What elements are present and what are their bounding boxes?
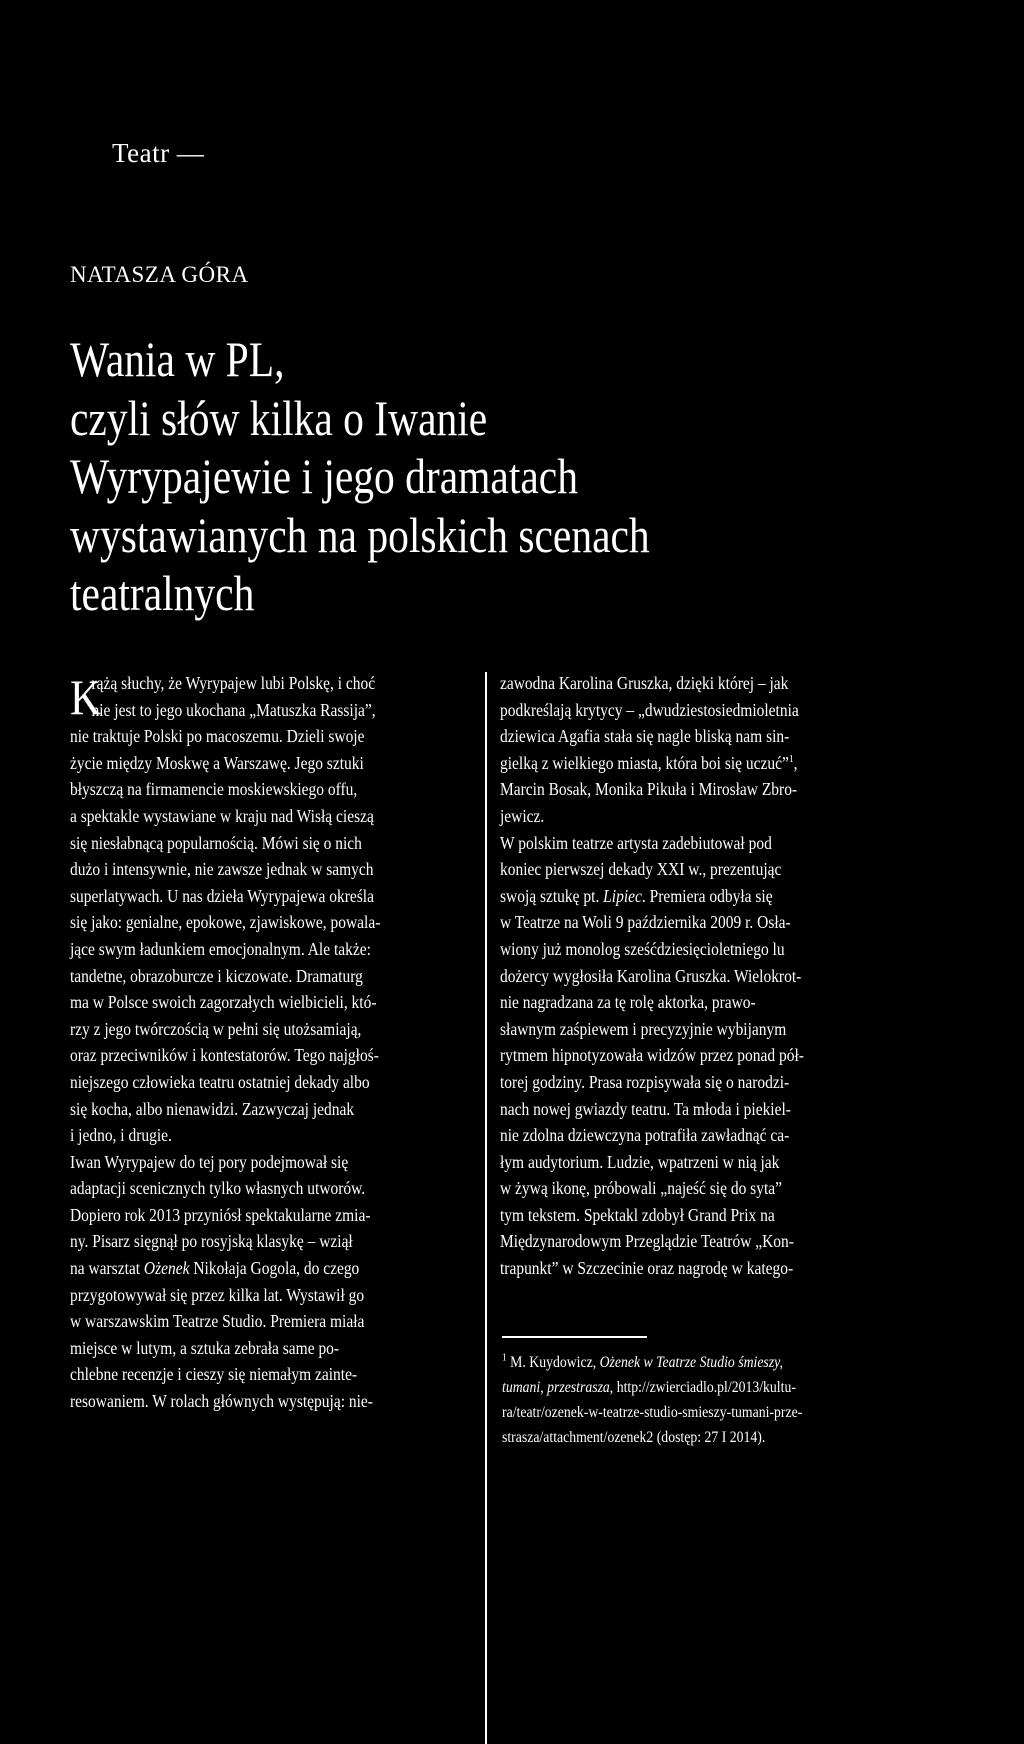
body-line (500, 750, 853, 777)
footnote-line (502, 1375, 855, 1400)
author-name: NATASZA GÓRA (70, 262, 249, 287)
footnote-reference[interactable]: 1 (788, 752, 794, 765)
body-line: w żywą ikonę, próbowali „najeść się do syta” (500, 1178, 782, 1199)
body-line: jące swym ładunkiem emocjonalnym. Ale także: (70, 938, 371, 959)
body-text: . Premiera odbyła się (641, 885, 773, 906)
body-line: koniec pierwszej dekady XXI w., prezentując (500, 859, 782, 880)
work-title: Ożenek (143, 1258, 190, 1279)
body-line: superlatywach. U nas dzieła Wyrypajewa określa (70, 885, 374, 906)
title-line: wystawianych na polskich scenach (70, 506, 650, 563)
title-line: Wyrypajewie i jego dramatach (70, 448, 578, 504)
body-line: trapunkt” w Szczecinie oraz nagrodę w katego- (500, 1258, 794, 1279)
body-line: ma w Polsce swoich zagorzałych wielbicieli, któ- (70, 992, 377, 1013)
body-line: przygotowywał się przez kilka lat. Wystawił go (70, 1284, 365, 1305)
body-line: nie traktuje Polski po macoszemu. Dzieli swoje (70, 726, 365, 747)
body-line: jewicz. (500, 805, 545, 826)
body-line: dużo i intensywnie, nie zawsze jednak w samych (70, 859, 374, 880)
body-line: zawodna Karolina Gruszka, dzięki której – jak (500, 673, 789, 693)
body-line: wiony już monolog sześćdziesięcioletniego lu (500, 938, 785, 959)
body-line: nie zdolna dziewczyna potrafiła zawładnąć ca- (500, 1125, 790, 1146)
footnote-url-line[interactable]: ra/teatr/ozenek-w-teatrze-studio-smieszy-tumani-prze- (502, 1404, 803, 1421)
footnote-url-line[interactable]: strasza/attachment/ozenek2 (dostęp: 27 I 2014). (502, 1429, 766, 1446)
body-line: adaptacji scenicznych tylko własnych utworów. (70, 1178, 366, 1199)
body-line: w Teatrze na Woli 9 października 2009 r. Osła- (500, 912, 791, 933)
body-line: chlebne recenzje i cieszy się niemałym zainte- (70, 1364, 358, 1385)
footnote-text: M. Kuydowicz, (506, 1354, 600, 1371)
body-line: błyszczą na firmamencie moskiewskiego offu, (70, 779, 358, 800)
column-divider (485, 672, 487, 1744)
title-line: czyli słów kilka o Iwanie (70, 389, 488, 446)
footnote-title: Ożenek w Teatrze Studio śmieszy, (599, 1354, 783, 1371)
body-text: gielką z wielkiego miasta, która boi się uczuć” (500, 752, 789, 773)
body-line: Międzynarodowym Przeglądzie Teatrów „Kon- (500, 1231, 794, 1252)
footnote (502, 1350, 912, 1450)
body-line: W polskim teatrze artysta zadebiutował pod (500, 832, 772, 853)
body-text: swoją sztukę pt. (500, 885, 604, 906)
right-column (500, 670, 910, 1282)
body-line: tym tekstem. Spektakl zdobył Grand Prix na (500, 1204, 775, 1225)
body-line: torej godziny. Prasa rozpisywała się o narodzi- (500, 1071, 790, 1092)
body-line: a spektakle wystawiane w kraju nad Wisłą cieszą (70, 805, 374, 826)
footnote-title: tumani, przestrasza (502, 1379, 610, 1396)
body-line: Dopiero rok 2013 przyniósł spektakularne zmia- (70, 1204, 371, 1225)
body-line: się jako: genialne, epokowe, zjawiskowe, powala- (70, 912, 381, 933)
body-text: rążą słuchy, że Wyrypajew lubi Polskę, i choć (91, 673, 376, 693)
footnote-line (502, 1350, 855, 1375)
body-line: się niesłabnącą popularnością. Mówi się o nich (70, 832, 362, 853)
left-column (70, 670, 480, 1415)
body-text: na warsztat (70, 1258, 144, 1279)
body-line: podkreślają krytycy – „dwudziestosiedmioletnia (500, 699, 799, 720)
body-line: niejszego człowieka teatru ostatniej dekady albo (70, 1071, 370, 1092)
body-line: oraz przeciwników i kontestatorów. Tego najgłoś- (70, 1045, 379, 1066)
body-line: dożercy wygłosiła Karolina Gruszka. Wielokrot- (500, 965, 802, 986)
footnote-rule (502, 1336, 647, 1338)
footnote-url[interactable]: , http://zwierciadlo.pl/2013/kultu- (609, 1379, 796, 1396)
body-line: życie między Moskwę a Warszawę. Jego sztuki (70, 752, 364, 773)
body-text: , (793, 752, 798, 773)
body-line: nach nowej gwiazdy teatru. Ta młoda i piekiel- (500, 1098, 791, 1119)
body-line: rytmem hipnotyzowała widzów przez ponad pół- (500, 1045, 804, 1066)
body-line: łym audytorium. Ludzie, wpatrzeni w nią jak (500, 1151, 780, 1172)
title-line: Wania w PL, (70, 331, 285, 387)
title-line: teatralnych (70, 565, 255, 621)
body-line: miejsce w lutym, a sztuka zebrała same po- (70, 1337, 340, 1358)
work-title: Lipiec (603, 885, 642, 906)
body-line (70, 1255, 423, 1282)
drop-cap: K (70, 669, 102, 725)
body-line: i jedno, i drugie. (70, 1125, 172, 1146)
body-text: Nikołaja Gogola, do czego (189, 1258, 360, 1279)
body-line: Marcin Bosak, Monika Pikuła i Mirosław Zbro- (500, 779, 798, 800)
article-title (70, 330, 970, 623)
body-line: ny. Pisarz sięgnął po rosyjską klasykę – wziął (70, 1231, 353, 1252)
footnote-mark: 1 (502, 1351, 507, 1364)
body-line: Iwan Wyrypajew do tej pory podejmował się (70, 1151, 349, 1172)
body-line: rzy z jego twórczością w pełni się utożsamiają, (70, 1018, 362, 1039)
body-line: nie nagradzana za tę rolę aktorka, prawo- (500, 992, 756, 1013)
body-line: nie jest to jego ukochana „Matuszka Rassija”, (91, 699, 376, 720)
body-line: w warszawskim Teatrze Studio. Premiera miała (70, 1311, 365, 1332)
body-line: sławnym zaśpiewem i precyzyjnie wybijanym (500, 1018, 787, 1039)
body-line: tandetne, obrazoburcze i kiczowate. Dramaturg (70, 965, 363, 986)
body-line: się kocha, albo nienawidzi. Zazwyczaj jednak (70, 1098, 355, 1119)
body-line (500, 883, 853, 910)
body-line: dziewica Agafia stała się nagle bliską nam sin- (500, 726, 790, 747)
body-line: resowaniem. W rolach głównych występują: nie- (70, 1391, 373, 1412)
section-label: Teatr — (112, 138, 205, 168)
